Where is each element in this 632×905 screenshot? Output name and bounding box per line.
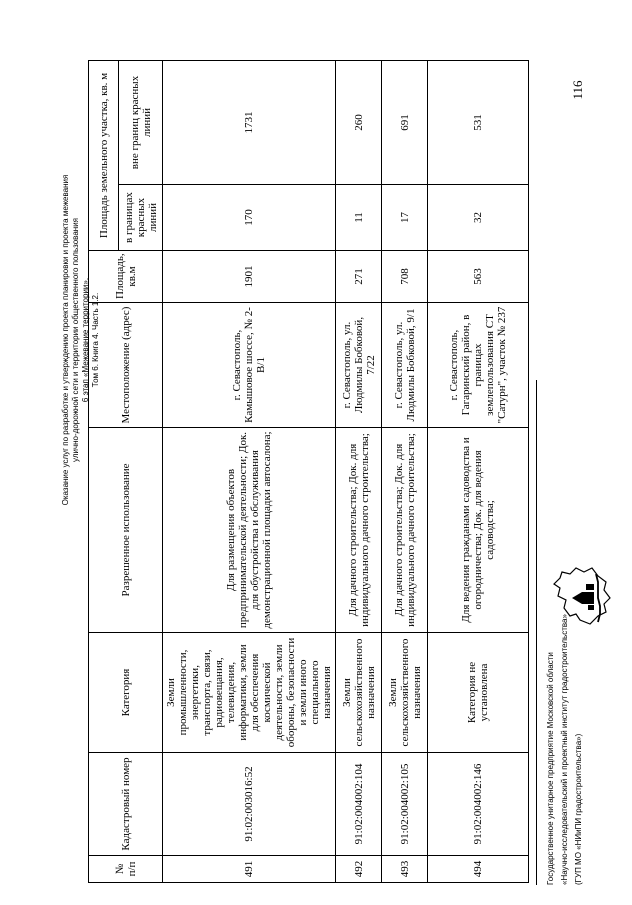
table-row	[428, 60, 529, 882]
table-row	[382, 60, 428, 882]
header-area: Площадь, кв.м	[89, 251, 163, 303]
cell-location: г. Севастополь, Гагаринский район, в границах землепользования СТ "Сатурн", участок № 237	[428, 303, 529, 428]
cell-outside: 260	[336, 60, 382, 184]
header-within: в границах красных линий	[119, 185, 163, 251]
page-number: 116	[570, 80, 585, 100]
cell-use: Для дачного строительства; Док. для индивидуального дачного строительства;	[382, 428, 428, 633]
footer-line-1: Государственное унитарное предприятие Московской области	[546, 652, 555, 885]
land-plots-table-wrap	[88, 61, 521, 883]
cell-area: 1901	[163, 251, 336, 303]
cell-area: 271	[336, 251, 382, 303]
cell-num: 491	[163, 856, 336, 883]
header-line-2: улично-дорожной сети и территории общественного пользования	[71, 218, 80, 462]
header-cadastral: Кадастровый номер	[89, 753, 163, 856]
table-header-row	[89, 60, 119, 882]
cell-within: 11	[336, 185, 382, 251]
cell-use: Для размещения объектов предпринимательской деятельности; Док. для обустройства и обслуживания демонстрационной площадки автосалона;	[163, 428, 336, 633]
institute-logo-icon	[545, 555, 621, 637]
footer-divider	[536, 380, 537, 885]
header-category: Категория	[89, 633, 163, 753]
header-use: Разрешенное использование	[89, 428, 163, 633]
cell-within: 17	[382, 185, 428, 251]
cell-category: Земли сельскохозяйственного назначения	[336, 633, 382, 753]
cell-within: 32	[428, 185, 529, 251]
land-plots-table	[88, 60, 529, 883]
cell-num: 494	[428, 856, 529, 883]
cell-use: Для ведения гражданами садоводства и огородничества; Док. для ведения садоводства;	[428, 428, 529, 633]
header-num: № п/п	[89, 856, 163, 883]
cell-num: 492	[336, 856, 382, 883]
cell-use: Для дачного строительства; Док. для индивидуального дачного строительства;	[336, 428, 382, 633]
cell-category: Земли промышленности, энергетики, транспорта, связи, радиовещания, телевидения, информатики, земли для обеспечения космической деятельности, земли обороны, безопасности и земли иного специального назначения	[163, 633, 336, 753]
header-location: Местоположение (адрес)	[89, 303, 163, 428]
header-land-area: Площадь земельного участка, кв. м	[89, 60, 119, 250]
cell-location: г. Севастополь, Камышовое шоссе, № 2-В/1	[163, 303, 336, 428]
cell-category: Земли сельскохозяйственного назначения	[382, 633, 428, 753]
header-line-4: Том 6. Книга 4. Часть 1.2.	[91, 292, 100, 388]
footer-line-2: «Научно-исследовательский и проектный институт градостроительства»	[560, 614, 569, 885]
cell-within: 170	[163, 185, 336, 251]
cell-location: г. Севастополь, ул. Людмилы Бобковой, 9/1	[382, 303, 428, 428]
header-line-3: 6 этап «Межевание территории».	[81, 277, 90, 403]
cell-cadastral: 91:02:004002:146	[428, 753, 529, 856]
footer-line-3: (ГУП МО «НИиПИ градостроительства»)	[574, 733, 583, 885]
table-row	[336, 60, 382, 882]
header-outside: вне границ красных линий	[119, 60, 163, 184]
cell-location: г. Севастополь, ул. Людмилы Бобковой, 7/22	[336, 303, 382, 428]
table-row	[163, 60, 336, 882]
cell-area: 563	[428, 251, 529, 303]
cell-outside: 1731	[163, 60, 336, 184]
cell-outside: 691	[382, 60, 428, 184]
cell-outside: 531	[428, 60, 529, 184]
header-line-1: Оказание услуг по разработке и утверждению проекта планировки и проекта межевания	[61, 174, 70, 506]
cell-cadastral: 91:02:004002:104	[336, 753, 382, 856]
cell-category: Категория не установлена	[428, 633, 529, 753]
cell-cadastral: 91:02:003016:52	[163, 753, 336, 856]
cell-num: 493	[382, 856, 428, 883]
cell-area: 708	[382, 251, 428, 303]
cell-cadastral: 91:02:004002:105	[382, 753, 428, 856]
